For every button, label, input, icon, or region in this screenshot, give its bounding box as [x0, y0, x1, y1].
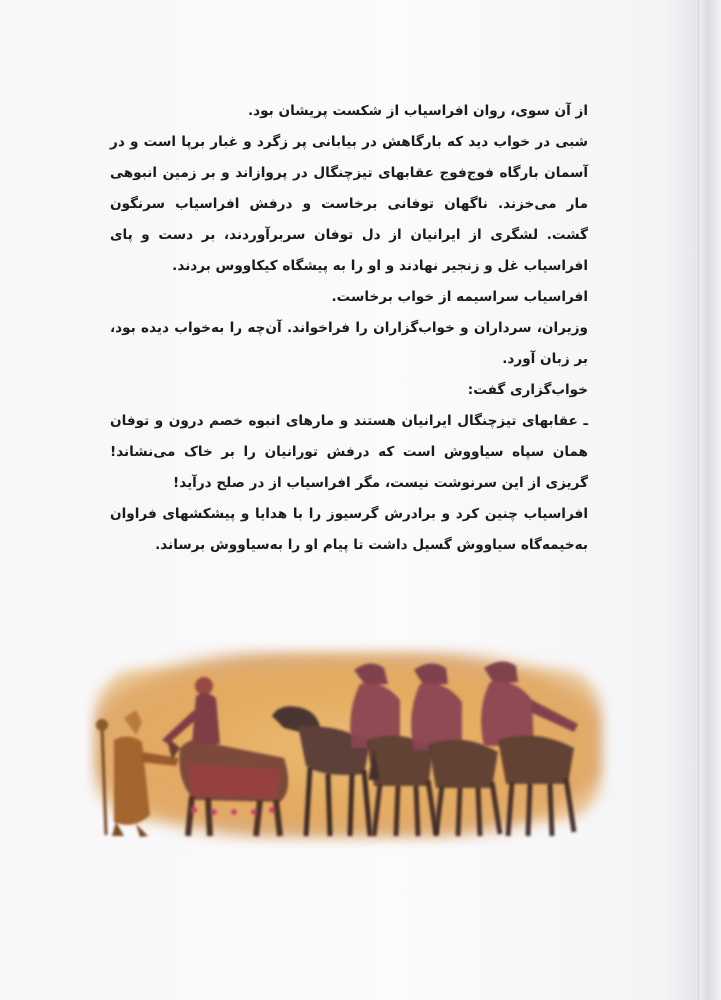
caravan-painting	[84, 640, 612, 850]
paragraph-4: وزیران، سرداران و خواب‌گزاران را فراخواند. آن‌چه را به‌خواب دیده بود، بر زبان آورد.	[110, 320, 588, 367]
paragraph-5: خواب‌گزاری گفت:	[467, 382, 588, 398]
paragraph-3: افراسیاب سراسیمه از خواب برخاست.	[331, 289, 588, 305]
caravan-illustration	[84, 640, 612, 850]
paragraph-7: افراسیاب چنین کرد و برادرش گرسیوز را با هدایا و پیشکشهای فراوان به‌خیمه‌گاه سیاووش گسیل داشت تا پیام او را به‌سیاووش برساند.	[110, 506, 588, 553]
page-binding-edge	[698, 0, 721, 1000]
paragraph-1: از آن سوی، روان افراسیاب از شکست پریشان بود.	[248, 103, 588, 119]
story-text	[110, 96, 588, 561]
paragraph-6: ـ عقابهای تیزچنگال ایرانیان هستند و مارهای انبوه خصم درون و توفان همان سپاه سیاووش است که درفش تورانیان را بر خاک می‌نشاند! گریزی از این سرنوشت نیست، مگر افراسیاب از در صلح درآید!	[110, 413, 588, 491]
paragraph-2: شبی در خواب دید که بارگاهش در بیابانی پر زگرد و غبار برپا است و در آسمان بارگاه فوج‌فوج عقابهای تیزچنگال در پروازاند و بر زمین انبوهی مار می‌خزند. ناگهان توفانی برخاست و درفش افراسیاب سرنگون گشت. لشگری از ایرانیان از دل توفان سربرآوردند، بر دست و پای افراسیاب غل و زنجیر نهادند و او را به پیشگاه کیکاووس بردند.	[110, 134, 588, 274]
